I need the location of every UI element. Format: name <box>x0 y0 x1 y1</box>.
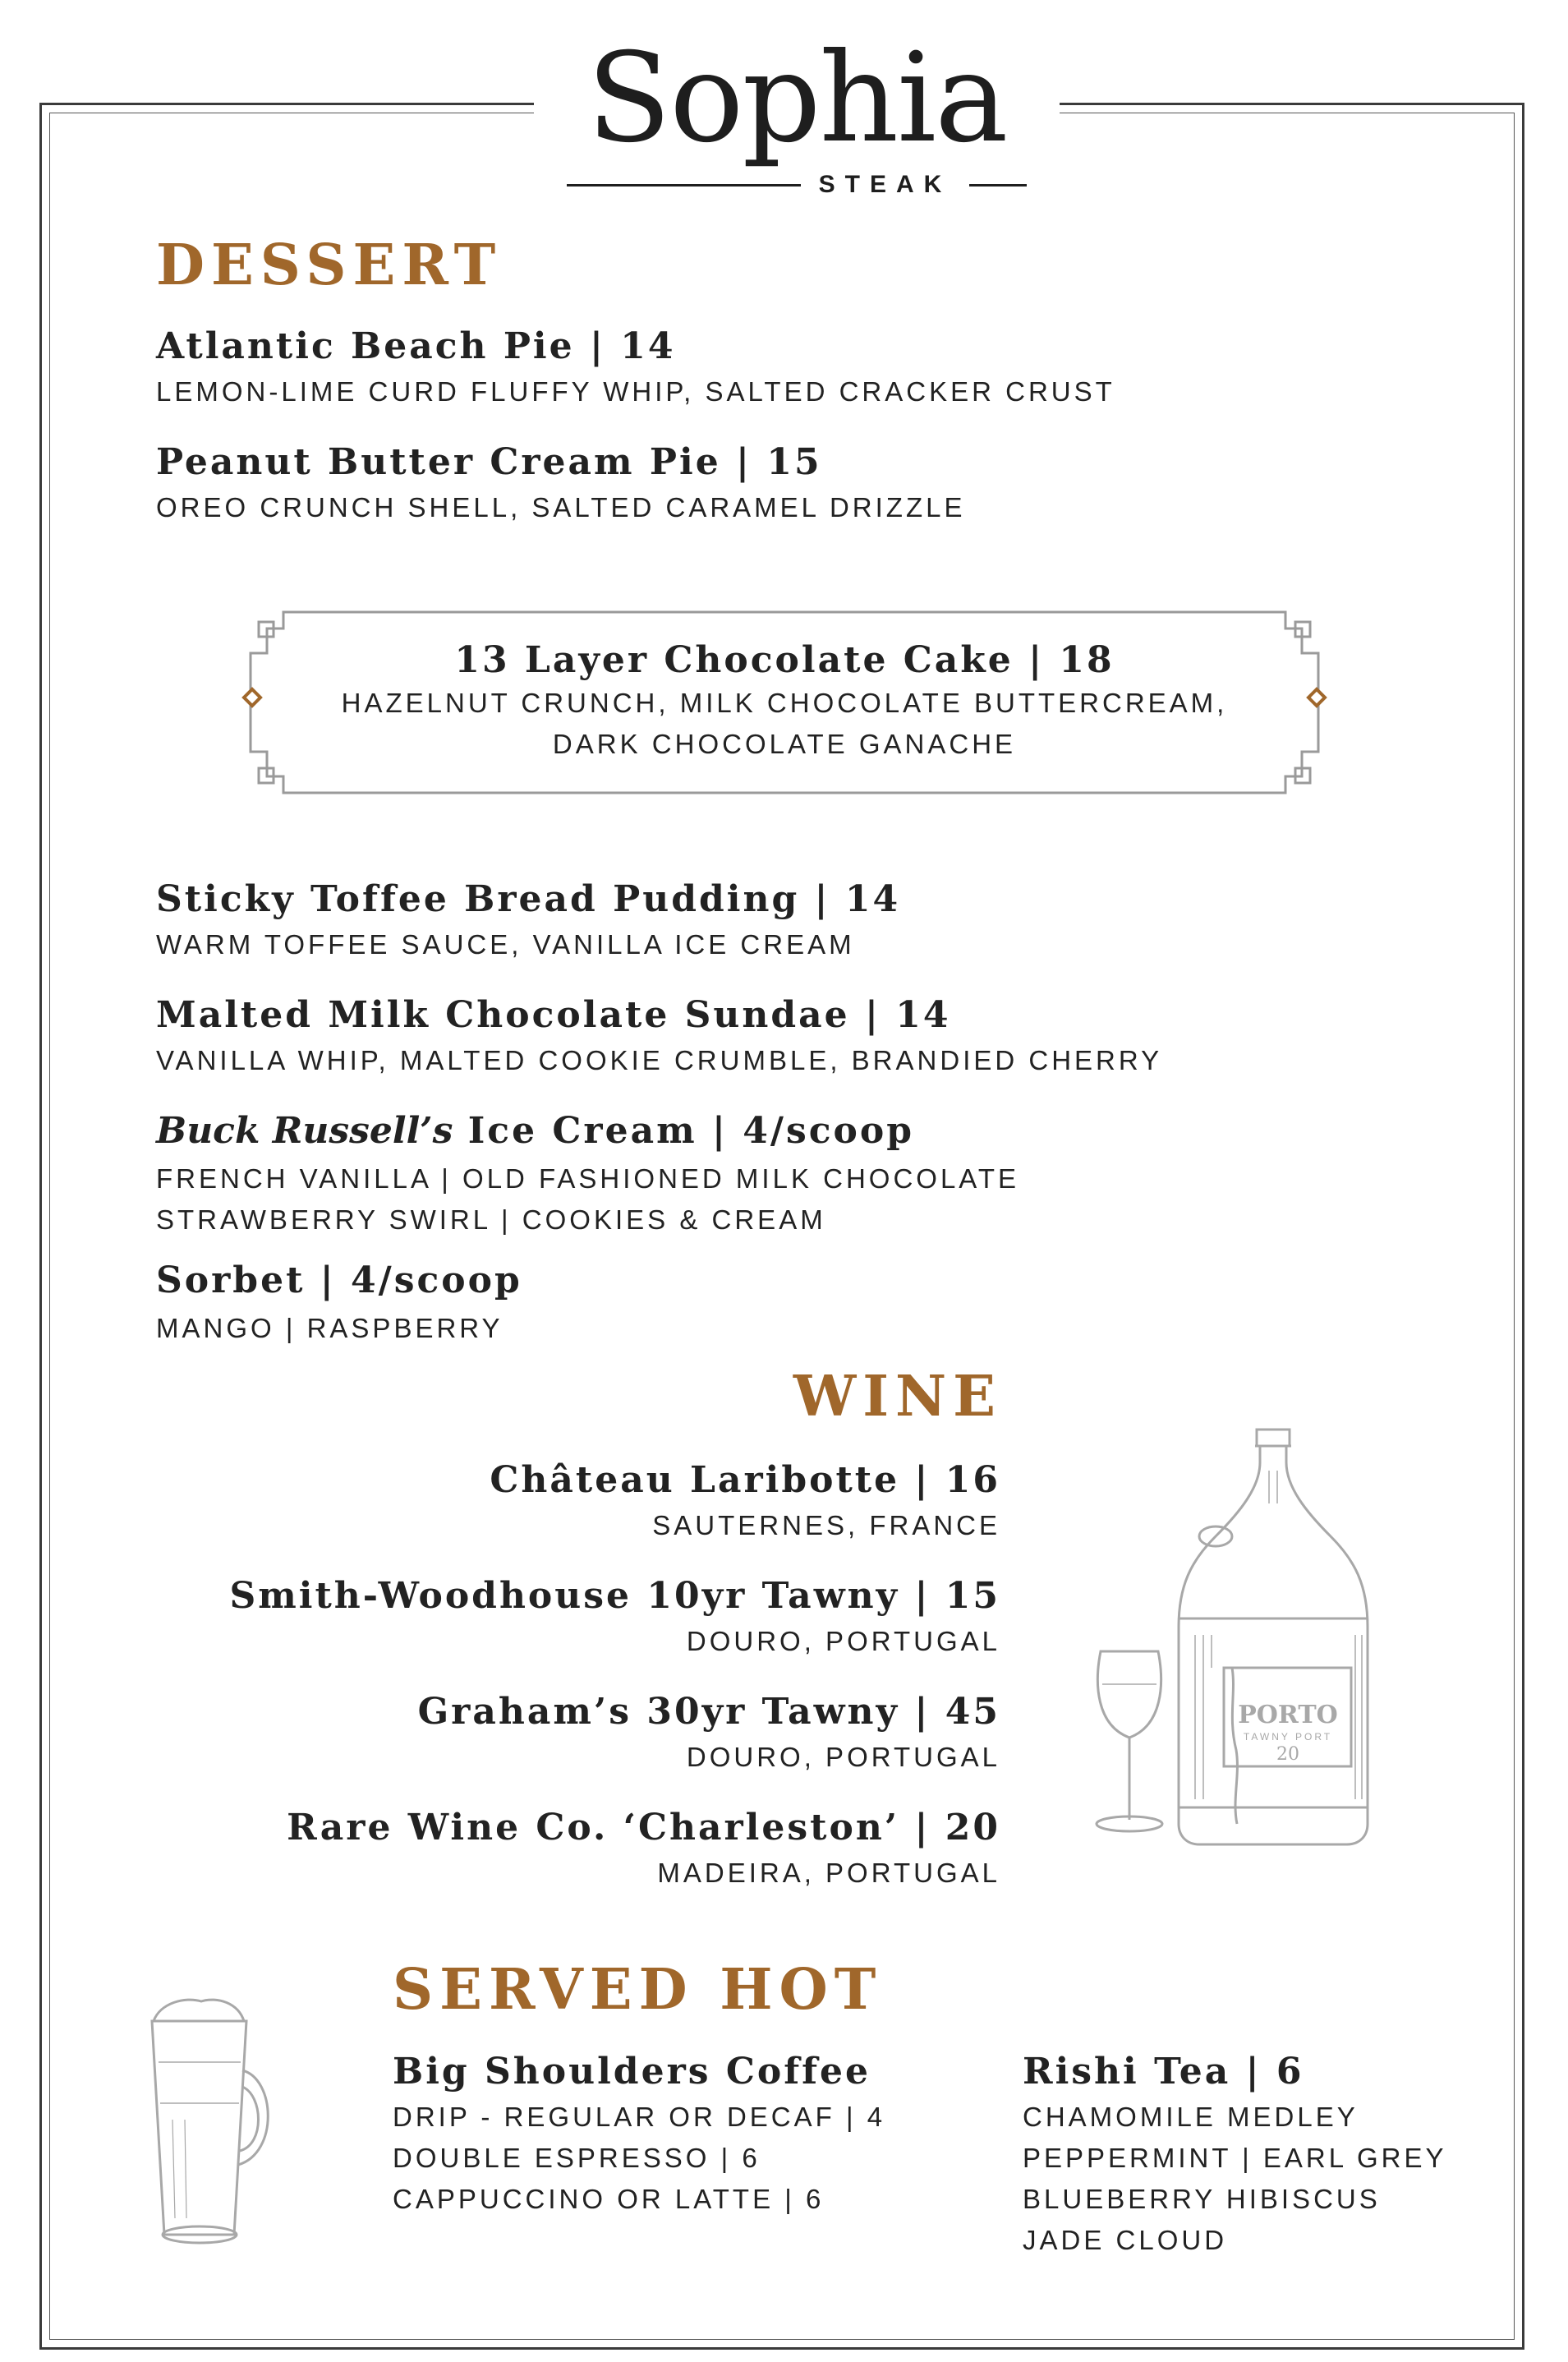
coffee-option: DOUBLE ESPRESSO | 6 <box>393 2143 761 2173</box>
bottle-label-years: 20 <box>1276 1744 1299 1765</box>
bottle-label-subtext: TAWNY PORT <box>1243 1731 1333 1743</box>
wine-item-name: Rare Wine Co. ‘Charleston’ | 20 <box>287 1807 1000 1849</box>
menu-item-name: Peanut Butter Cream Pie | 15 <box>156 441 822 483</box>
menu-item-description: WARM TOFFEE SAUCE, VANILLA ICE CREAM <box>156 929 855 960</box>
wine-item-origin: MADEIRA, PORTUGAL <box>657 1858 1000 1888</box>
wine-item-name: Château Laribotte | 16 <box>490 1459 1000 1501</box>
menu-item-description: MANGO | RASPBERRY <box>156 1313 504 1343</box>
logo-rule-right <box>969 184 1027 186</box>
hot-drink-name-coffee: Big Shoulders Coffee <box>393 2051 871 2093</box>
port-bottle-and-glass-illustration <box>1084 1421 1380 1857</box>
section-title-wine: WINE <box>793 1364 1002 1430</box>
menu-item-description: FRENCH VANILLA | OLD FASHIONED MILK CHOCOLATE <box>156 1163 1020 1194</box>
featured-item-name: 13 Layer Chocolate Cake | 18 <box>454 639 1115 681</box>
menu-item-description: LEMON-LIME CURD FLUFFY WHIP, SALTED CRACKER CRUST <box>156 376 1115 407</box>
brand-logo-subtitle: STEAK <box>818 171 952 198</box>
coffee-option: DRIP - REGULAR OR DECAF | 4 <box>393 2102 886 2132</box>
section-title-dessert: DESSERT <box>156 233 503 298</box>
coffee-option: CAPPUCCINO OR LATTE | 6 <box>393 2184 825 2214</box>
ice-cream-name: Ice Cream | 4/scoop <box>453 1110 915 1152</box>
tea-option: PEPPERMINT | EARL GREY <box>1023 2143 1447 2173</box>
menu-item-name: Sticky Toffee Bread Pudding | 14 <box>156 878 901 920</box>
tea-option: CHAMOMILE MEDLEY <box>1023 2102 1359 2132</box>
menu-item-description: STRAWBERRY SWIRL | COOKIES & CREAM <box>156 1204 826 1235</box>
coffee-glass-illustration <box>136 1988 283 2259</box>
menu-item-name: Sorbet | 4/scoop <box>156 1259 522 1301</box>
wine-item-origin: DOURO, PORTUGAL <box>686 1742 1000 1772</box>
wine-item-name: Graham’s 30yr Tawny | 45 <box>417 1691 1000 1733</box>
logo-rule-left <box>567 184 801 186</box>
brand-logo-name: Sophia <box>586 27 1007 170</box>
tea-option: BLUEBERRY HIBISCUS <box>1023 2184 1381 2214</box>
ice-cream-brand-script: Buck Russell’s <box>156 1110 453 1152</box>
wine-item-origin: DOURO, PORTUGAL <box>686 1626 1000 1656</box>
bottle-label-text: PORTO <box>1238 1701 1338 1729</box>
menu-item-description: OREO CRUNCH SHELL, SALTED CARAMEL DRIZZLE <box>156 492 966 523</box>
menu-item-name-ice-cream <box>156 1108 914 1154</box>
featured-item-description-line2: DARK CHOCOLATE GANACHE <box>552 729 1017 759</box>
brand-logo-subtitle-group <box>567 168 1027 201</box>
wine-item-name: Smith-Woodhouse 10yr Tawny | 15 <box>229 1575 1000 1617</box>
featured-item-description-line1: HAZELNUT CRUNCH, MILK CHOCOLATE BUTTERCREAM, <box>341 688 1228 718</box>
menu-item-name: Atlantic Beach Pie | 14 <box>156 325 676 367</box>
menu-item-description: VANILLA WHIP, MALTED COOKIE CRUMBLE, BRANDIED CHERRY <box>156 1045 1163 1075</box>
hot-drink-name-tea: Rishi Tea | 6 <box>1023 2051 1304 2093</box>
menu-item-name: Malted Milk Chocolate Sundae | 14 <box>156 994 951 1036</box>
wine-item-origin: SAUTERNES, FRANCE <box>652 1510 1000 1540</box>
tea-option: JADE CLOUD <box>1023 2225 1228 2255</box>
section-title-served-hot: SERVED HOT <box>393 1957 883 2023</box>
